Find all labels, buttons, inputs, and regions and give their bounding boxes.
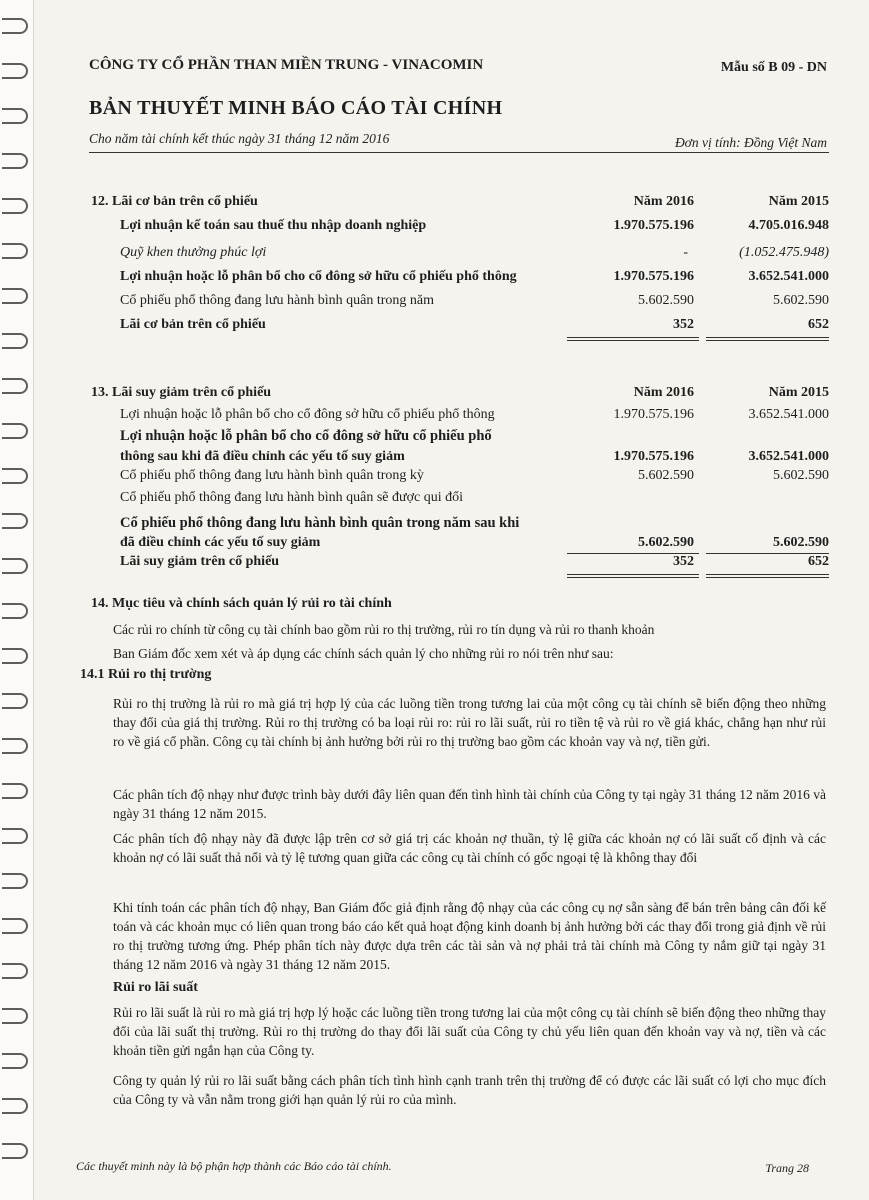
binding-ring <box>2 873 28 889</box>
paragraph: Các phân tích độ nhạy như được trình bày dưới đây liên quan đến tình hình tài chính của Công ty tại ngày 31 tháng 12 năm 2016 và ngày 31 tháng 12 năm 2015. <box>113 787 826 821</box>
value-2015: 5.602.590 <box>773 468 829 483</box>
binding-ring <box>2 693 28 709</box>
binding-ring <box>2 603 28 619</box>
value-2015: 652 <box>808 554 829 569</box>
binding-ring <box>2 243 28 259</box>
table-row <box>34 218 869 240</box>
row-label: Quỹ khen thưởng phúc lợi <box>120 245 267 260</box>
binding-ring <box>2 738 28 754</box>
table-row <box>34 245 869 267</box>
table-row <box>34 317 869 339</box>
double-underline <box>706 574 829 578</box>
section-title: 13. Lãi suy giảm trên cổ phiếu <box>91 385 272 400</box>
section-title: 14. Mục tiêu và chính sách quản lý rủi ro tài chính <box>91 596 392 611</box>
table-row <box>34 269 869 291</box>
value-2015: 3.652.541.000 <box>748 449 829 464</box>
value-2016: 5.602.590 <box>638 293 694 308</box>
column-header-2016: Năm 2016 <box>633 385 694 400</box>
row-label: Cổ phiếu phổ thông đang lưu hành bình quân sẽ được qui đổi <box>120 490 463 505</box>
section-title: 12. Lãi cơ bản trên cổ phiếu <box>91 194 258 209</box>
paragraph: Các phân tích độ nhạy này đã được lập trên cơ sở giá trị các khoản nợ thuần, tỷ lệ giữa các khoản nợ có lãi suất cố định và các khoản nợ có lãi suất thả nổi và tỷ lệ tương quan giữa các công cụ tài chính có gốc ngoại tệ là không thay đổi <box>113 831 826 865</box>
subsection-title: 14.1 Rủi ro thị trường <box>80 667 212 682</box>
double-underline <box>567 574 699 578</box>
value-2015: 3.652.541.000 <box>748 407 829 422</box>
table-row <box>34 468 869 490</box>
row-label: Cổ phiếu phổ thông đang lưu hành bình quân trong năm sau khi <box>120 515 520 531</box>
value-2016: 5.602.590 <box>638 535 694 550</box>
paragraph: Rủi ro lãi suất là rủi ro mà giá trị hợp lý hoặc các luồng tiền trong tương lai của một công cụ tài chính sẽ biến động theo những thay đổi của lãi suất thị trường. Rủi ro thị trường do thay đổi lãi suất của Công ty chủ yếu liên quan đến khoản vay và nợ, tiền và các khoản tiền gửi ngắn hạn của Công ty. <box>113 1005 826 1058</box>
header-divider <box>89 152 829 153</box>
paragraph: Công ty quản lý rủi ro lãi suất bằng cách phân tích tình hình cạnh tranh trên thị trường để có được các lãi suất có lợi cho mục đích của Công ty và vẫn nằm trong giới hạn quản lý rủi ro của mình. <box>113 1073 826 1107</box>
binding-ring <box>2 288 28 304</box>
binding-ring <box>2 423 28 439</box>
value-2016: 5.602.590 <box>638 468 694 483</box>
table-row <box>34 515 869 537</box>
paragraph: Ban Giám đốc xem xét và áp dụng các chính sách quản lý cho những rủi ro nói trên như sau: <box>113 646 614 661</box>
binding-ring <box>2 558 28 574</box>
table-row <box>34 407 869 429</box>
binding-ring <box>2 1098 28 1114</box>
binding-ring <box>2 153 28 169</box>
value-2016: 1.970.575.196 <box>613 407 694 422</box>
binding-ring <box>2 333 28 349</box>
value-2015: (1.052.475.948) <box>739 245 829 260</box>
document-title: BẢN THUYẾT MINH BÁO CÁO TÀI CHÍNH <box>89 97 503 119</box>
row-label: Lợi nhuận hoặc lỗ phân bổ cho cổ đông sở hữu cổ phiếu phổ thông <box>120 407 495 422</box>
table-row <box>34 554 869 576</box>
currency-unit: Đơn vị tính: Đồng Việt Nam <box>674 135 827 150</box>
company-name: CÔNG TY CỔ PHẦN THAN MIỀN TRUNG - VINACOMIN <box>89 57 484 73</box>
row-label: Lãi cơ bản trên cổ phiếu <box>120 317 266 332</box>
page-number: Trang 28 <box>765 1161 809 1175</box>
row-label: Cổ phiếu phổ thông đang lưu hành bình quân trong kỳ <box>120 468 424 483</box>
binding-ring <box>2 378 28 394</box>
value-2016: 1.970.575.196 <box>613 449 694 464</box>
paragraph: Khi tính toán các phân tích độ nhạy, Ban Giám đốc giả định rằng độ nhạy của các công cụ nợ sẵn sàng để bán trên bảng cân đối kế toán và các khoản mục có liên quan trong báo cáo kết quả hoạt động kinh doanh bị ảnh hưởng bởi các thay đổi trong giả định về rủi ro thị trường tương ứng. Phép phân tích này được dựa trên các tài sản và nợ phải trả tài chính mà Công ty nắm giữ tại ngày 31 tháng 12 năm 2016 và ngày 31 tháng 12 năm 2015. <box>113 900 826 972</box>
spiral-binding <box>0 0 34 1200</box>
binding-ring <box>2 63 28 79</box>
value-2016: 352 <box>673 554 694 569</box>
value-2015: 652 <box>808 317 829 332</box>
row-label: Lợi nhuận kế toán sau thuế thu nhập doanh nghiệp <box>120 218 427 233</box>
value-2015: 5.602.590 <box>773 293 829 308</box>
value-2016: - <box>683 245 688 260</box>
subsection-title: Rủi ro lãi suất <box>113 980 198 995</box>
column-header-2015: Năm 2015 <box>768 194 829 209</box>
binding-ring <box>2 1053 28 1069</box>
row-label: Lãi suy giảm trên cổ phiếu <box>120 554 280 569</box>
binding-ring <box>2 18 28 34</box>
paragraph: Các rủi ro chính từ công cụ tài chính bao gồm rủi ro thị trường, rủi ro tín dụng và rủi ro thanh khoản <box>113 622 655 637</box>
row-label: Cổ phiếu phổ thông đang lưu hành bình quân trong năm <box>120 293 434 308</box>
value-2016: 352 <box>673 317 694 332</box>
table-row <box>34 293 869 315</box>
value-2015: 5.602.590 <box>773 535 829 550</box>
footer-note: Các thuyết minh này là bộ phận hợp thành các Báo cáo tài chính. <box>76 1159 392 1173</box>
row-label: Lợi nhuận hoặc lỗ phân bổ cho cổ đông sở hữu cổ phiếu phổ <box>120 428 492 444</box>
binding-ring <box>2 513 28 529</box>
double-underline <box>706 337 829 341</box>
table-row <box>34 428 869 450</box>
binding-ring <box>2 828 28 844</box>
binding-ring <box>2 198 28 214</box>
paragraph: Rủi ro thị trường là rủi ro mà giá trị hợp lý của các luồng tiền trong tương lai của một công cụ tài chính sẽ biến động theo những thay đổi của giá thị trường. Rủi ro thị trường có ba loại rủi ro: rủi ro lãi suất, rủi ro tiền tệ và rủi ro về giá khác, chẳng hạn như rủi ro về giá cổ phần. Công cụ tài chính bị ảnh hưởng bởi rủi ro thị trường bao gồm các khoản vay và nợ, tiền gửi. <box>113 696 826 749</box>
binding-ring <box>2 108 28 124</box>
row-label: thông sau khi đã điều chỉnh các yếu tố suy giảm <box>120 449 405 464</box>
binding-ring <box>2 648 28 664</box>
binding-ring <box>2 468 28 484</box>
row-label: Lợi nhuận hoặc lỗ phân bổ cho cổ đông sở hữu cổ phiếu phổ thông <box>120 269 517 284</box>
value-2015: 4.705.016.948 <box>748 218 829 233</box>
binding-ring <box>2 1008 28 1024</box>
double-underline <box>567 337 699 341</box>
binding-ring <box>2 1143 28 1159</box>
column-header-2016: Năm 2016 <box>633 194 694 209</box>
binding-ring <box>2 963 28 979</box>
reporting-period: Cho năm tài chính kết thúc ngày 31 tháng 12 năm 2016 <box>89 131 390 146</box>
row-label: đã điều chỉnh các yếu tố suy giảm <box>120 535 321 550</box>
document-page <box>34 0 869 1200</box>
form-number: Mẫu số B 09 - DN <box>720 60 827 75</box>
value-2015: 3.652.541.000 <box>748 269 829 284</box>
binding-ring <box>2 918 28 934</box>
column-header-2015: Năm 2015 <box>768 385 829 400</box>
binding-ring <box>2 783 28 799</box>
value-2016: 1.970.575.196 <box>613 269 694 284</box>
table-row <box>34 490 869 512</box>
value-2016: 1.970.575.196 <box>613 218 694 233</box>
